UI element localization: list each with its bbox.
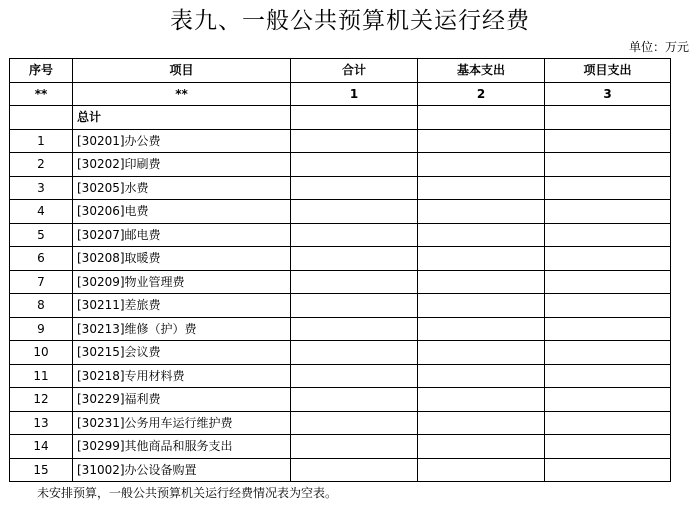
row-number: 15	[10, 458, 73, 482]
row-total-cell	[291, 176, 418, 200]
table-row	[10, 223, 671, 247]
table-row	[10, 270, 671, 294]
row-project-cell	[545, 458, 671, 482]
row-item: [30231]公务用车运行维护费	[73, 411, 291, 435]
row-item: [30213]维修（护）费	[73, 317, 291, 341]
footnote: 未安排预算，一般公共预算机关运行经费情况表为空表。	[37, 486, 338, 500]
table-row	[10, 364, 671, 388]
row-basic-cell	[418, 341, 545, 365]
row-total-cell	[291, 200, 418, 224]
row-item: [30207]邮电费	[73, 223, 291, 247]
row-project-cell	[545, 341, 671, 365]
table-row	[10, 294, 671, 318]
row-project-cell	[545, 364, 671, 388]
row-project-cell	[545, 223, 671, 247]
header-basic: 基本支出	[418, 59, 545, 83]
row-item: [30218]专用材料费	[73, 364, 291, 388]
row-project-cell	[545, 176, 671, 200]
marker-cell: **	[73, 82, 291, 106]
row-item: [30208]取暖费	[73, 247, 291, 271]
row-total-cell	[291, 294, 418, 318]
row-project-cell	[545, 153, 671, 177]
row-total-cell	[291, 411, 418, 435]
table-row	[10, 247, 671, 271]
row-item: [31002]办公设备购置	[73, 458, 291, 482]
header-project: 项目支出	[545, 59, 671, 83]
row-number: 9	[10, 317, 73, 341]
unit-label: 单位：万元	[628, 40, 689, 54]
row-item: [30206]电费	[73, 200, 291, 224]
table-header-row	[10, 59, 671, 83]
row-basic-cell	[418, 153, 545, 177]
marker-cell: 2	[418, 82, 545, 106]
row-project-cell	[545, 294, 671, 318]
row-total-cell	[291, 317, 418, 341]
row-number: 4	[10, 200, 73, 224]
row-basic-cell	[418, 364, 545, 388]
row-item: [30201]办公费	[73, 129, 291, 153]
row-total-cell	[291, 153, 418, 177]
row-number: 14	[10, 435, 73, 459]
row-project-cell	[545, 270, 671, 294]
row-basic-cell	[418, 317, 545, 341]
table-row	[10, 317, 671, 341]
table-row	[10, 129, 671, 153]
row-basic-cell	[418, 458, 545, 482]
row-basic-cell	[418, 270, 545, 294]
header-no: 序号	[10, 59, 73, 83]
table-row	[10, 388, 671, 412]
row-number: 1	[10, 129, 73, 153]
table-row	[10, 200, 671, 224]
row-basic-cell	[418, 411, 545, 435]
marker-cell: 1	[291, 82, 418, 106]
row-basic-cell	[418, 435, 545, 459]
row-basic-cell	[418, 223, 545, 247]
row-number: 7	[10, 270, 73, 294]
row-item: [30229]福利费	[73, 388, 291, 412]
row-total-cell	[291, 247, 418, 271]
row-project-cell	[545, 129, 671, 153]
row-basic-cell	[418, 129, 545, 153]
row-project-cell	[545, 411, 671, 435]
row-basic-cell	[418, 176, 545, 200]
expense-table	[9, 58, 671, 482]
row-number: 3	[10, 176, 73, 200]
row-item: [30205]水费	[73, 176, 291, 200]
row-total-cell	[291, 388, 418, 412]
table-row	[10, 153, 671, 177]
total-value-cell	[418, 106, 545, 130]
row-basic-cell	[418, 200, 545, 224]
row-basic-cell	[418, 388, 545, 412]
marker-cell: **	[10, 82, 73, 106]
row-number: 6	[10, 247, 73, 271]
row-project-cell	[545, 317, 671, 341]
row-total-cell	[291, 341, 418, 365]
row-number: 2	[10, 153, 73, 177]
row-total-cell	[291, 223, 418, 247]
header-item: 项目	[73, 59, 291, 83]
total-label: 总计	[73, 106, 291, 130]
row-project-cell	[545, 435, 671, 459]
total-value-cell	[291, 106, 418, 130]
table-row	[10, 435, 671, 459]
page-title: 表九、一般公共预算机关运行经费	[170, 8, 530, 34]
total-row	[10, 106, 671, 130]
row-item: [30209]物业管理费	[73, 270, 291, 294]
row-basic-cell	[418, 247, 545, 271]
row-number: 12	[10, 388, 73, 412]
total-value-cell	[545, 106, 671, 130]
row-total-cell	[291, 129, 418, 153]
table-row	[10, 411, 671, 435]
row-project-cell	[545, 200, 671, 224]
row-number: 8	[10, 294, 73, 318]
row-total-cell	[291, 435, 418, 459]
table-row	[10, 176, 671, 200]
row-project-cell	[545, 247, 671, 271]
row-total-cell	[291, 270, 418, 294]
row-item: [30215]会议费	[73, 341, 291, 365]
marker-row	[10, 82, 671, 106]
row-item: [30211]差旅费	[73, 294, 291, 318]
row-project-cell	[545, 388, 671, 412]
table-row	[10, 458, 671, 482]
row-number: 5	[10, 223, 73, 247]
row-total-cell	[291, 364, 418, 388]
table-row	[10, 341, 671, 365]
row-total-cell	[291, 458, 418, 482]
row-number: 10	[10, 341, 73, 365]
row-basic-cell	[418, 294, 545, 318]
header-total: 合计	[291, 59, 418, 83]
row-item: [30202]印刷费	[73, 153, 291, 177]
row-item: [30299]其他商品和服务支出	[73, 435, 291, 459]
total-no-cell	[10, 106, 73, 130]
row-number: 11	[10, 364, 73, 388]
marker-cell: 3	[545, 82, 671, 106]
row-number: 13	[10, 411, 73, 435]
